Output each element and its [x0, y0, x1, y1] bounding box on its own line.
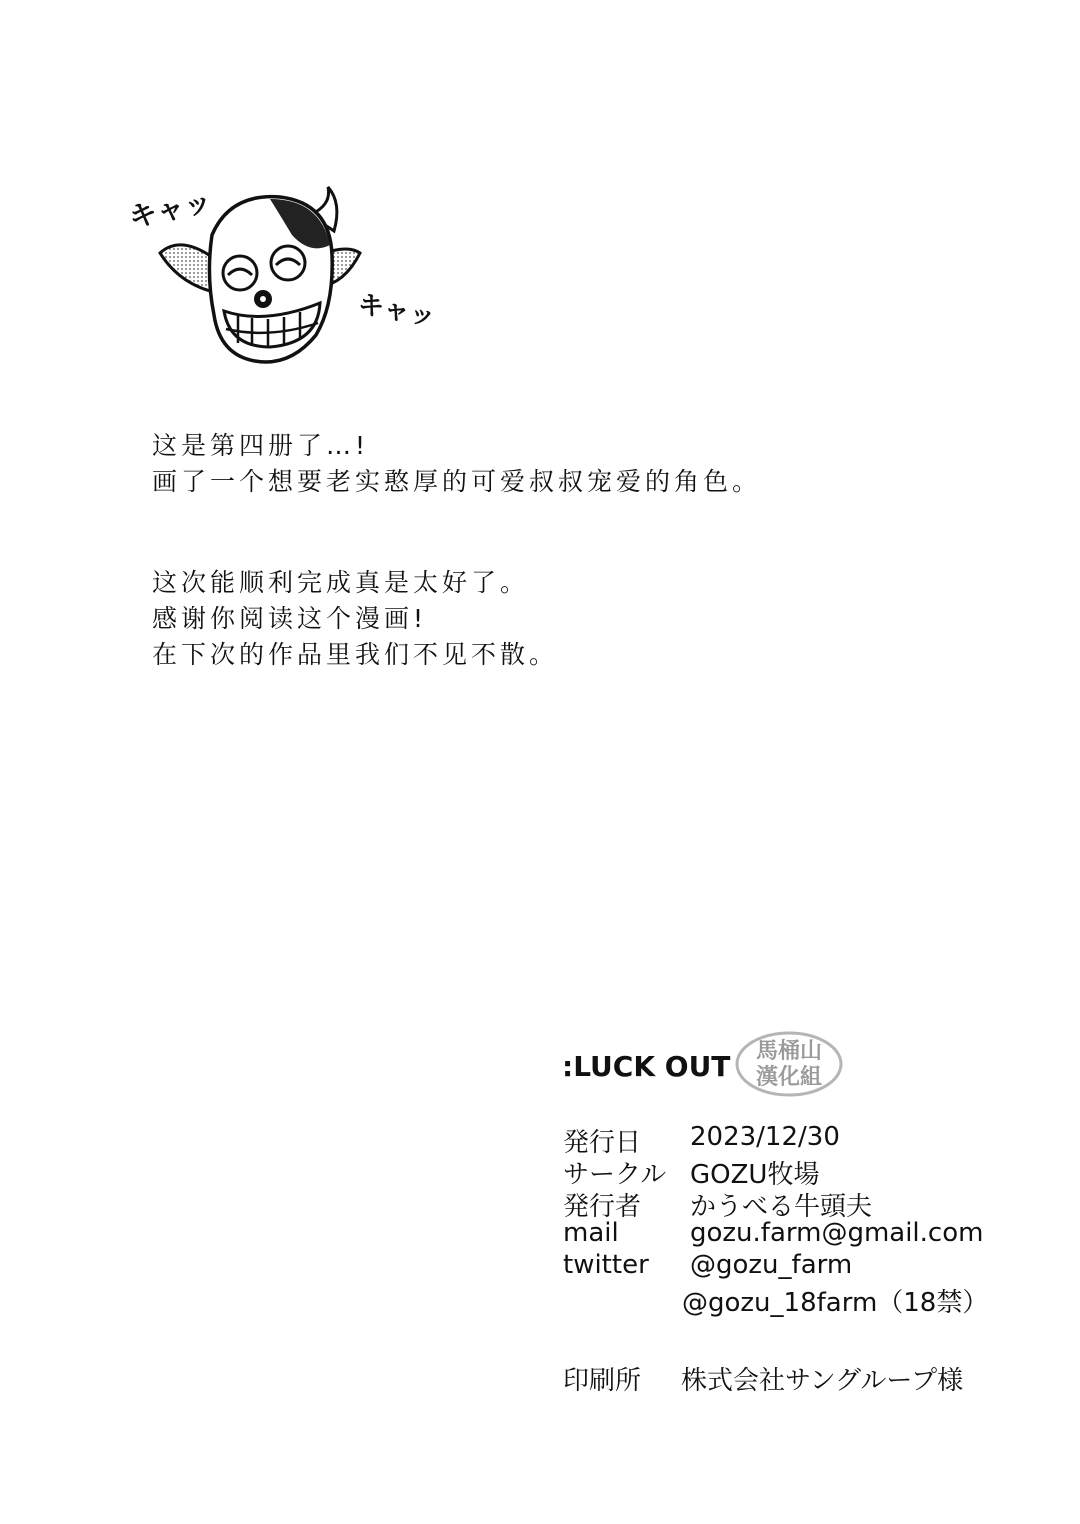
- circle-value: GOZU牧場: [690, 1160, 820, 1190]
- mail-label: mail: [563, 1218, 619, 1248]
- printer-label: 印刷所: [563, 1366, 642, 1396]
- publisher-value: かうべる牛頭夫: [690, 1192, 873, 1222]
- afterword-line: 画了一个想要老实憨厚的可爱叔叔宠爱的角色。: [152, 467, 762, 496]
- brand-row: [562, 1030, 862, 1100]
- afterword-paragraph-1: [152, 428, 761, 500]
- afterword-line: 这次能顺利完成真是太好了。: [152, 568, 530, 597]
- publisher-label: 発行者: [563, 1192, 642, 1222]
- twitter-value: @gozu_farm: [690, 1250, 853, 1280]
- twitter-label: twitter: [563, 1250, 649, 1280]
- scanlation-stamp: [734, 1030, 844, 1098]
- afterword-line: 在下次的作品里我们不见不散。: [152, 640, 559, 669]
- printer-value: 株式会社サングループ様: [681, 1366, 964, 1396]
- date-label: 発行日: [563, 1128, 642, 1158]
- afterword-line: 感谢你阅读这个漫画!: [152, 604, 428, 633]
- afterword-paragraph-2: [152, 565, 558, 673]
- sfx-text-1: キャッ: [125, 184, 215, 235]
- afterword-line: 这是第四册了…!: [152, 431, 370, 460]
- stamp-text: 馬桶山 漢化組: [755, 1038, 822, 1090]
- twitter-value-2: @gozu_18farm（18禁）: [682, 1288, 989, 1318]
- date-value: 2023/12/30: [690, 1122, 840, 1152]
- book-title: :LUCK OUT: [562, 1050, 731, 1083]
- mail-value: gozu.farm@gmail.com: [690, 1218, 984, 1248]
- sfx-text-2: キャッ: [355, 289, 438, 333]
- circle-label: サークル: [563, 1160, 667, 1190]
